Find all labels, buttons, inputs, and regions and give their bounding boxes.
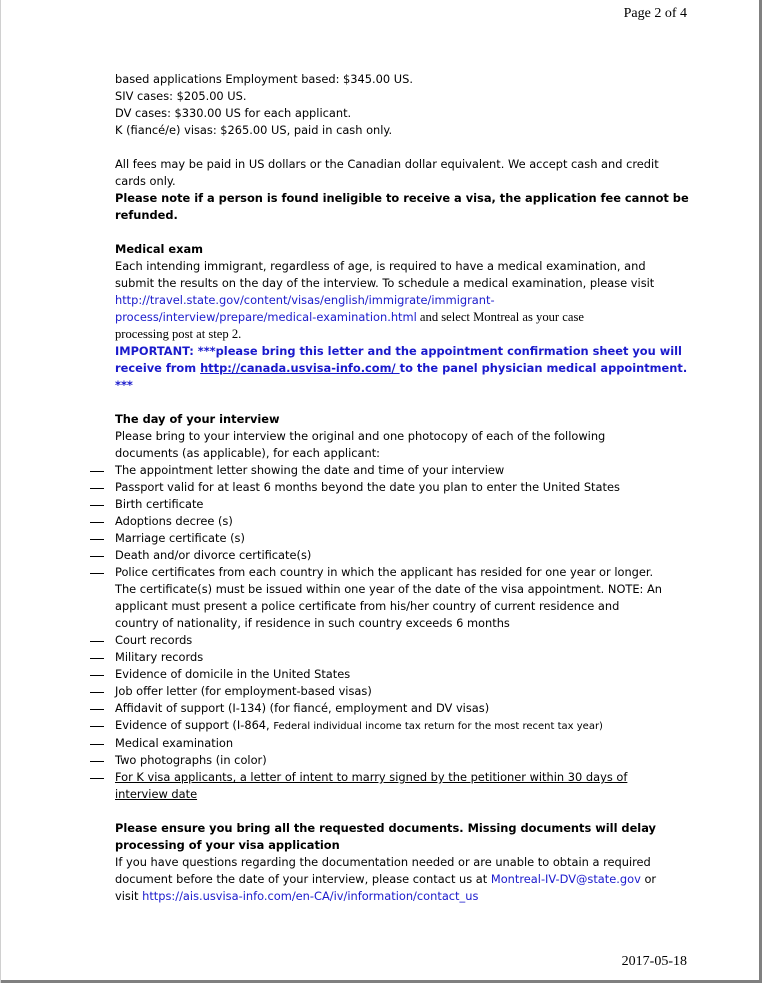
list-item: Marriage certificate (s) <box>115 531 245 545</box>
list-item-continuation: country of nationality, if residence in such country exceeds 6 months <box>115 616 510 630</box>
list-item-police: Police certificates from each country in which the applicant has resided for one year or longer. <box>115 565 654 579</box>
important-note: to the panel physician medical appointment. <box>399 361 688 375</box>
closing-warning: processing of your visa application <box>115 838 340 852</box>
document-body <box>115 71 689 905</box>
medical-text: submit the results on the day of the interview. To schedule a medical examination, please visit <box>115 276 655 290</box>
list-item: Evidence of domicile in the United States <box>115 667 351 681</box>
refund-note: Please note if a person is found ineligible to receive a visa, the application fee cannot be <box>115 191 689 205</box>
medical-text: and select Montreal as your case <box>416 310 584 324</box>
list-item-continuation: The certificate(s) must be issued within one year of the date of the visa appointment. NOTE: An <box>115 582 663 596</box>
closing-text: or <box>640 872 657 886</box>
refund-note: refunded. <box>115 208 178 222</box>
list-item: Passport valid for at least 6 months beyond the date you plan to enter the United States <box>115 480 620 494</box>
interview-intro: documents (as applicable), for each applicant: <box>115 446 381 460</box>
payment-text: cards only. <box>115 174 176 188</box>
list-item: Medical examination <box>115 736 234 750</box>
closing-text: If you have questions regarding the documentation needed or are unable to obtain a required <box>115 855 651 869</box>
list-item-k-visa: For K visa applicants, a letter of intent to marry signed by the petitioner within 30 days of <box>115 770 628 784</box>
important-note: IMPORTANT: ***please bring this letter and the appointment confirmation sheet you will <box>115 344 682 358</box>
list-item-continuation: applicant must present a police certificate from his/her country of current residence and <box>115 599 620 613</box>
closing-text: visit <box>115 889 143 903</box>
medical-heading: Medical exam <box>115 242 204 256</box>
closing-text: document before the date of your interview, please contact us at <box>115 872 491 886</box>
list-item: Death and/or divorce certificate(s) <box>115 548 312 562</box>
interview-intro: Please bring to your interview the original and one photocopy of each of the following <box>115 429 606 443</box>
fee-line: DV cases: $330.00 US for each applicant. <box>115 106 352 120</box>
list-item: Two photographs (in color) <box>115 753 267 767</box>
list-item: Adoptions decree (s) <box>115 514 233 528</box>
medical-link[interactable]: http://travel.state.gov/content/visas/english/immigrate/immigrant- <box>115 293 495 307</box>
usvisa-link[interactable]: http://canada.usvisa-info.com/ <box>200 361 400 375</box>
list-item: Court records <box>115 633 193 647</box>
list-item: Job offer letter (for employment-based visas) <box>115 684 372 698</box>
footer-date: 2017-05-18 <box>621 954 687 969</box>
payment-text: All fees may be paid in US dollars or the Canadian dollar equivalent. We accept cash and credit <box>115 157 659 171</box>
list-item: Affidavit of support (I-134) (for fiancé, employment and DV visas) <box>115 701 490 715</box>
list-item: Military records <box>115 650 204 664</box>
interview-heading: The day of your interview <box>115 412 280 426</box>
closing-warning: Please ensure you bring all the requested documents. Missing documents will delay <box>115 821 656 835</box>
contact-link[interactable]: https://ais.usvisa-info.com/en-CA/iv/information/contact_us <box>142 889 479 903</box>
fee-line: SIV cases: $205.00 US. <box>115 89 247 103</box>
fee-line: based applications Employment based: $345.00 US. <box>115 72 413 86</box>
list-item: Evidence of support (I-864, Federal individual income tax return for the most recent tax year) <box>115 718 603 732</box>
email-link[interactable]: Montreal-IV-DV@state.gov <box>490 872 641 886</box>
medical-link[interactable]: process/interview/prepare/medical-examination.html <box>115 310 417 324</box>
list-item: The appointment letter showing the date and time of your interview <box>115 463 505 477</box>
page-number: Page 2 of 4 <box>623 6 687 21</box>
medical-text: Each intending immigrant, regardless of age, is required to have a medical examination, and <box>115 259 646 273</box>
list-item: Birth certificate <box>115 497 204 511</box>
fee-line: K (fiancé/e) visas: $265.00 US, paid in cash only. <box>115 123 393 137</box>
medical-text: processing post at step 2. <box>115 327 242 341</box>
important-note: receive from <box>115 361 201 375</box>
important-note: *** <box>115 378 133 392</box>
list-item-continuation: interview date <box>115 787 198 801</box>
page-edge <box>0 0 1 983</box>
